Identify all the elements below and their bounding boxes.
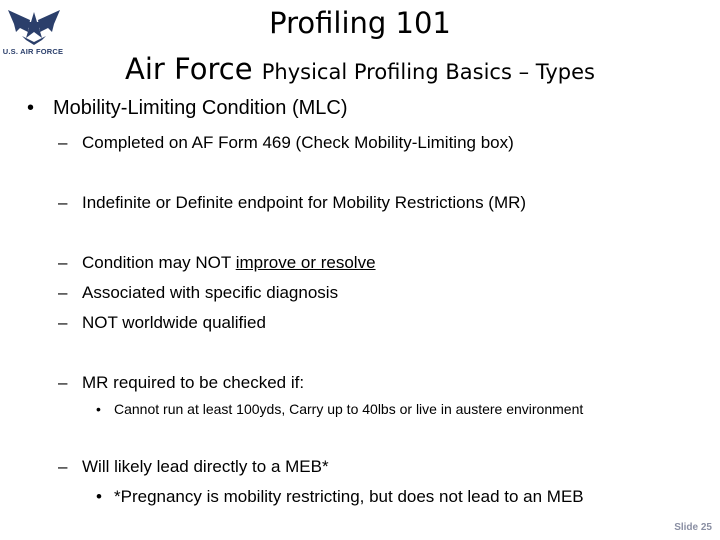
dash-mark: – [58, 373, 68, 392]
item-text: Indefinite or Definite endpoint for Mobility Restrictions (MR) [82, 193, 527, 212]
item-text: Associated with specific diagnosis [82, 283, 339, 302]
bullet-mark: • [96, 487, 102, 506]
slide-subtitle [0, 52, 720, 86]
logo-text: U.S. AIR FORCE [2, 47, 64, 56]
bullet-text: Mobility-Limiting Condition (MLC) [53, 97, 348, 119]
sub-item-text: Cannot run at least 100yds, Carry up to 40lbs or live in austere environment [114, 401, 584, 417]
dash-mark: – [58, 313, 68, 332]
dash-mark: – [58, 253, 68, 272]
dash-mark: – [58, 133, 68, 152]
list-item [58, 193, 526, 213]
list-item [58, 457, 329, 477]
bullet-mark: • [27, 97, 35, 119]
sub-item-text: *Pregnancy is mobility restricting, but does not lead to an MEB [114, 487, 584, 506]
sub-list-item [96, 487, 584, 507]
underlined-text: improve or resolve [235, 253, 376, 272]
item-text: MR required to be checked if: [82, 373, 305, 392]
slide-number: Slide 25 [674, 522, 712, 533]
item-text: NOT worldwide qualified [82, 313, 266, 332]
sub-list-item [96, 401, 583, 417]
list-item [58, 253, 376, 273]
item-text: Completed on AF Form 469 (Check Mobility-Limiting box) [82, 133, 514, 152]
list-item [58, 373, 304, 393]
bullet-mark: • [96, 401, 101, 417]
list-item [58, 283, 338, 303]
item-text: Will likely lead directly to a MEB* [82, 457, 329, 476]
list-item [58, 133, 514, 153]
list-item [58, 313, 266, 333]
dash-mark: – [58, 193, 68, 212]
dash-mark: – [58, 283, 68, 302]
dash-mark: – [58, 457, 68, 476]
slide-title: Profiling 101 [269, 6, 451, 40]
main-bullet [27, 97, 348, 120]
subtitle-air-force: Air Force [125, 52, 262, 86]
item-text: Condition may NOT [82, 253, 236, 272]
subtitle-topic: Physical Profiling Basics – Types [261, 60, 595, 84]
